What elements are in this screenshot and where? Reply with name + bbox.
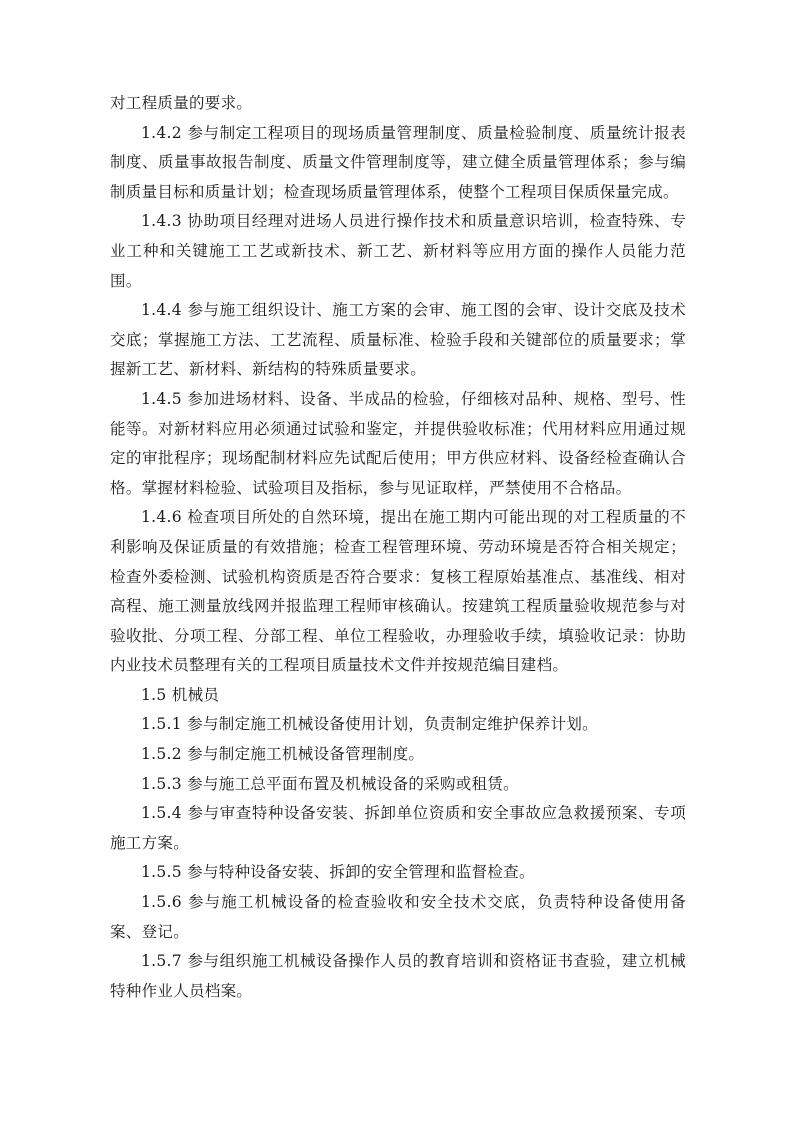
paragraph-1-5-1: 1.5.1 参与制定施工机械设备使用计划，负责制定维护保养计划。 xyxy=(141,715,598,734)
paragraph-1-4-3: 1.4.3 协助项目经理对进场人员进行操作技术和质量意识培训，检查特殊、专业工种和关键施工工艺或新技术、新工艺、新材料等应用方面的操作人员能力范围。 xyxy=(110,212,686,290)
paragraph-1-4-6: 1.4.6 检查项目所处的自然环境，提出在施工期内可能出现的对工程质量的不利影响及保证质量的有效措施；检查工程管理环境、劳动环境是否符合相关规定；检查外委检测、试验机构资质是否符合要求：复核工程原始基准点、基准线、相对高程、施工测量放线网并报监理工程师审核确认。按建筑工程质量验收规范参与对验收批、分项工程、分部工程、单位工程验收，办理验收手续，填验收记录：协助内业技术员整理有关的工程项目质量技术文件并按规范编目建档。 xyxy=(110,508,686,675)
paragraph-1-5-6: 1.5.6 参与施工机械设备的检查验收和安全技术交底，负责特种设备使用备案、登记。 xyxy=(110,893,686,941)
paragraph-1-4-2: 1.4.2 参与制定工程项目的现场质量管理制度、质量检验制度、质量统计报表制度、质量事故报告制度、质量文件管理制度等，建立健全质量管理体系；参与编制质量目标和质量计划；检查现场质量管理体系，使整个工程项目保质保量完成。 xyxy=(110,123,686,201)
paragraph-1-4-5: 1.4.5 参加进场材料、设备、半成品的检验，仔细核对品种、规格、型号、性能等。对新材料应用必须通过试验和鉴定，并提供验收标准；代用材料应用通过规定的审批程序；现场配制材料应先试配后使用；甲方供应材料、设备经检查确认合格。掌握材料检验、试验项目及指标，参与见证取样，严禁使用不合格品。 xyxy=(110,389,686,497)
paragraph-1-4-4: 1.4.4 参与施工组织设计、施工方案的会审、施工图的会审、设计交底及技术交底；掌握施工方法、工艺流程、质量标准、检验手段和关键部位的质量要求；掌握新工艺、新材料、新结构的特殊质量要求。 xyxy=(110,301,686,379)
paragraph-1-5-7: 1.5.7 参与组织施工机械设备操作人员的教育培训和资格证书查验，建立机械特种作业人员档案。 xyxy=(110,952,686,1000)
section-heading-1-5: 1.5 机械员 xyxy=(141,685,220,704)
paragraph-1-5-5: 1.5.5 参与特种设备安装、拆卸的安全管理和监督检查。 xyxy=(141,863,535,882)
paragraph-1-5-3: 1.5.3 参与施工总平面布置及机械设备的采购或租赁。 xyxy=(141,774,519,793)
paragraph-1-5-4: 1.5.4 参与审查特种设备安装、拆卸单位资质和安全事故应急救援预案、专项施工方案。 xyxy=(110,804,686,852)
paragraph-continuation: 对工程质量的要求。 xyxy=(110,94,253,112)
paragraph-1-5-2: 1.5.2 参与制定施工机械设备管理制度。 xyxy=(141,745,425,764)
document-body xyxy=(110,89,686,1006)
